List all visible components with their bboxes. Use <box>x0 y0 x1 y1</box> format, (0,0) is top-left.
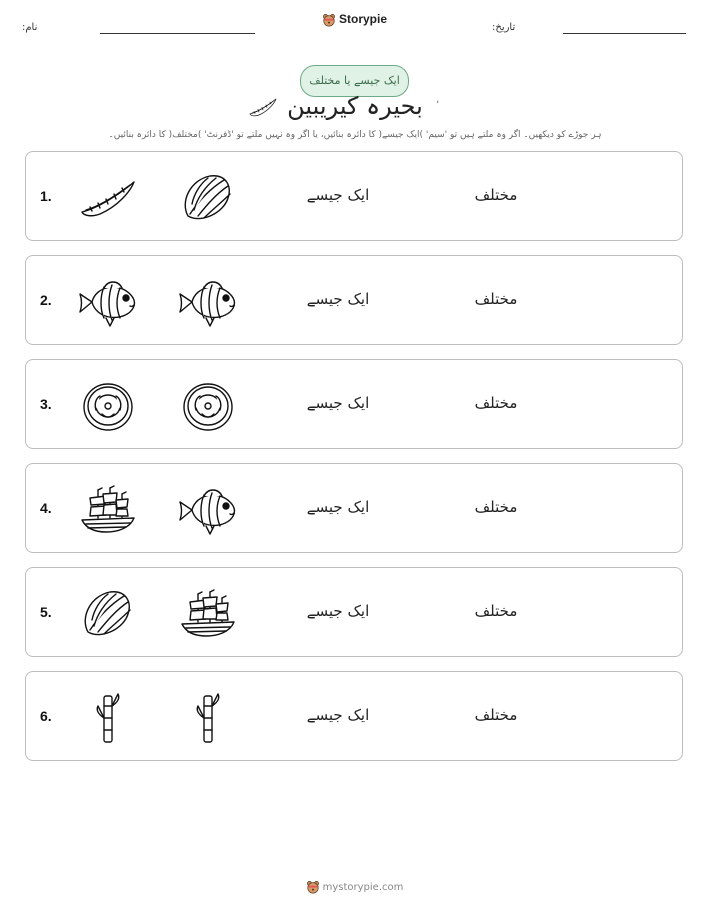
ship-icon <box>178 588 238 640</box>
bear-logo-icon <box>322 13 336 27</box>
question-number: 4. <box>40 500 52 516</box>
question-row <box>25 151 683 241</box>
fish-icon <box>78 276 138 328</box>
sugarcane-icon <box>78 692 138 744</box>
nutmeg-icon <box>178 172 238 224</box>
bear-footer-icon <box>306 880 320 894</box>
name-line[interactable] <box>100 33 255 34</box>
worksheet-type-badge: ایک جیسے یا مختلف <box>300 65 409 97</box>
different-option[interactable]: مختلف <box>474 394 518 412</box>
question-number: 6. <box>40 708 52 724</box>
same-option[interactable]: ایک جیسے <box>306 186 370 204</box>
question-number: 3. <box>40 396 52 412</box>
question-number: 5. <box>40 604 52 620</box>
logo-text: Storypie <box>338 12 387 26</box>
question-number: 2. <box>40 292 52 308</box>
sugarcane-icon <box>437 90 457 124</box>
page-title: بحیرہ کیریبین <box>287 92 423 120</box>
different-option[interactable]: مختلف <box>474 602 518 620</box>
question-row <box>25 463 683 553</box>
same-option[interactable]: ایک جیسے <box>306 602 370 620</box>
footer-url[interactable]: mystorypie.com <box>322 882 404 893</box>
same-option[interactable]: ایک جیسے <box>306 394 370 412</box>
coin-icon <box>178 380 238 432</box>
fish-icon <box>178 484 238 536</box>
different-option[interactable]: مختلف <box>474 186 518 204</box>
question-row <box>25 255 683 345</box>
question-row <box>25 671 683 761</box>
question-number: 1. <box>40 188 52 204</box>
question-row <box>25 567 683 657</box>
ship-icon <box>78 484 138 536</box>
coin-icon <box>78 380 138 432</box>
footer <box>0 880 709 894</box>
same-option[interactable]: ایک جیسے <box>306 290 370 308</box>
canoe-icon <box>78 172 138 224</box>
instructions: ہر جوڑے کو دیکھیں۔ اگر وہ ملتے ہیں تو 'سیم' )ایک جیسے( کا دائرہ بنائیں، یا اگر وہ نہیں ملتے تو 'ڈفرنٹ' )مختلف( کا دائرہ بنائیں۔ <box>108 130 602 140</box>
different-option[interactable]: مختلف <box>474 706 518 724</box>
nutmeg-icon <box>78 588 138 640</box>
name-label: نام: <box>22 22 38 33</box>
date-label: تاریخ: <box>492 22 516 33</box>
different-option[interactable]: مختلف <box>474 290 518 308</box>
date-line[interactable] <box>563 33 686 34</box>
storypie-logo <box>0 12 709 27</box>
same-option[interactable]: ایک جیسے <box>306 706 370 724</box>
different-option[interactable]: مختلف <box>474 498 518 516</box>
sugarcane-icon <box>178 692 238 744</box>
question-row <box>25 359 683 449</box>
fish-icon <box>178 276 238 328</box>
same-option[interactable]: ایک جیسے <box>306 498 370 516</box>
